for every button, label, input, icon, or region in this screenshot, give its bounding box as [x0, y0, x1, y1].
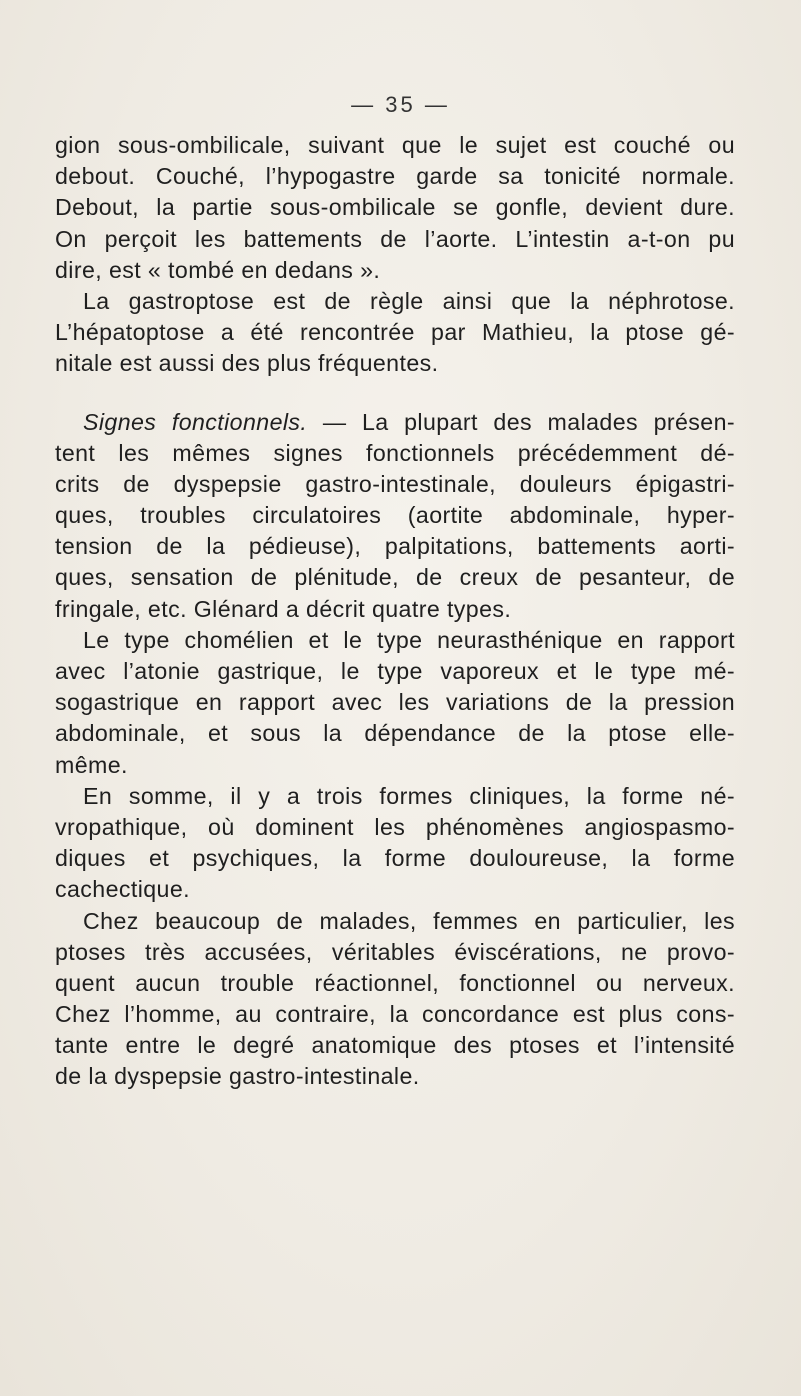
text-line: abdominale, et sous la dépendance de la ptose elle-	[55, 720, 735, 747]
text-line: fringale, etc. Glénard a décrit quatre types.	[55, 595, 512, 622]
text-line: avec l’atonie gastrique, le type vaporeux et le type mé-	[55, 658, 735, 684]
text-line: nitale est aussi des plus fréquentes.	[55, 350, 439, 377]
text-line: Chez l’homme, au contraire, la concordance est plus cons-	[55, 1001, 735, 1028]
text-line: En somme, il y a trois formes cliniques, la forme né-	[83, 782, 735, 809]
text-line: tension de la pédieuse), palpitations, battements aorti-	[55, 533, 735, 560]
text-line: Chez beaucoup de malades, femmes en particulier, les	[83, 907, 735, 934]
section-heading-line	[55, 407, 735, 438]
text-fragment: — La plupart des malades présen-	[307, 408, 735, 435]
text-line: même.	[55, 751, 128, 778]
text-line: tante entre le degré anatomique des ptoses et l’intensité	[55, 1032, 735, 1059]
text-line: ptoses très accusées, véritables éviscérations, ne provo-	[55, 938, 735, 965]
text-line: L’hépatoptose a été rencontrée par Mathieu, la ptose gé-	[55, 319, 735, 346]
text-line: gion sous-ombilicale, suivant que le sujet est couché ou	[55, 132, 735, 158]
text-line: La gastroptose est de règle ainsi que la néphrotose.	[83, 287, 735, 314]
text-line: diques et psychiques, la forme douloureuse, la forme	[55, 845, 735, 872]
text-line: ques, sensation de plénitude, de creux de pesanteur, de	[55, 564, 735, 591]
text-line: On perçoit les battements de l’aorte. L’intestin a-t-on pu	[55, 225, 735, 252]
text-line: ques, troubles circulatoires (aortite abdominale, hyper-	[55, 502, 735, 529]
text-line: Le type chomélien et le type neurasthénique en rapport	[83, 626, 735, 653]
text-line: crits de dyspepsie gastro-intestinale, douleurs épigastri-	[55, 470, 735, 497]
text-line: de la dyspepsie gastro-intestinale.	[55, 1063, 420, 1090]
text-line: tent les mêmes signes fonctionnels précédemment dé-	[55, 439, 735, 466]
text-line: cachectique.	[55, 876, 190, 903]
text-line: vropathique, où dominent les phénomènes angiospasmo-	[55, 813, 735, 840]
text-line: dire, est « tombé en dedans ».	[55, 256, 381, 283]
text-line: Debout, la partie sous-ombilicale se gonfle, devient dure.	[55, 194, 735, 221]
page-number: — 35 —	[351, 92, 450, 117]
section-heading: Signes fonctionnels.	[83, 408, 308, 435]
body-text	[55, 130, 735, 1093]
text-line: quent aucun trouble réactionnel, fonctionnel ou nerveux.	[55, 969, 735, 996]
text-line: sogastrique en rapport avec les variations de la pression	[55, 689, 735, 716]
text-line: debout. Couché, l’hypogastre garde sa tonicité normale.	[55, 163, 735, 190]
